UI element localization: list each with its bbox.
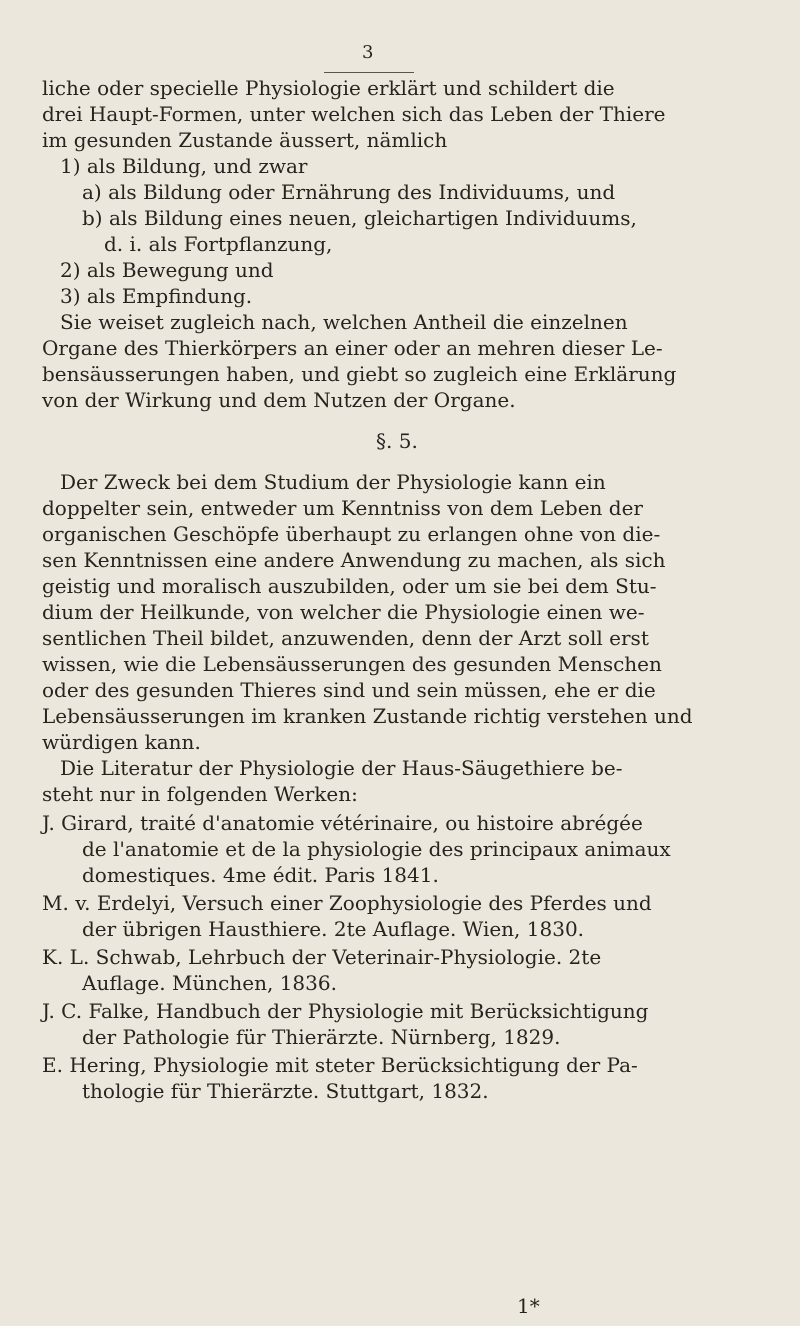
text-line: der übrigen Hausthiere. 2te Auflage. Wien, 1830.	[82, 917, 585, 941]
text-line: d. i. als Fortpflanzung,	[104, 232, 333, 256]
text-line: J. Girard, traité d'anatomie vétérinaire, ou histoire abrégée	[42, 811, 643, 835]
text-line: M. v. Erdelyi, Versuch einer Zoophysiologie des Pferdes und	[42, 891, 652, 915]
text-line: thologie für Thierärzte. Stuttgart, 1832.	[82, 1079, 489, 1103]
text-line: im gesunden Zustande äussert, nämlich	[42, 128, 448, 152]
page-number: 3	[362, 42, 374, 63]
text-line: organischen Geschöpfe überhaupt zu erlangen ohne von die-	[42, 522, 661, 546]
text-line: E. Hering, Physiologie mit steter Berücksichtigung der Pa-	[42, 1053, 638, 1077]
text-line: sen Kenntnissen eine andere Anwendung zu machen, als sich	[42, 548, 666, 572]
text-line: sentlichen Theil bildet, anzuwenden, denn der Arzt soll erst	[42, 626, 649, 650]
text-line: wissen, wie die Lebensäusserungen des gesunden Menschen	[42, 652, 662, 676]
text-line: Sie weiset zugleich nach, welchen Antheil die einzelnen	[60, 310, 628, 334]
text-line: geistig und moralisch auszubilden, oder um sie bei dem Stu-	[42, 574, 657, 598]
text-line: steht nur in folgenden Werken:	[42, 782, 358, 806]
text-line: bensäusserungen haben, und giebt so zugleich eine Erklärung	[42, 362, 677, 386]
text-line: dium der Heilkunde, von welcher die Physiologie einen we-	[42, 600, 645, 624]
signature-mark: 1*	[517, 1294, 540, 1318]
text-line: Lebensäusserungen im kranken Zustande richtig verstehen und	[42, 704, 693, 728]
text-line: 2) als Bewegung und	[60, 258, 274, 282]
text-line: Auflage. München, 1836.	[82, 971, 337, 995]
text-line: de l'anatomie et de la physiologie des principaux animaux	[82, 837, 671, 861]
text-line: doppelter sein, entweder um Kenntniss von dem Leben der	[42, 496, 643, 520]
text-line: J. C. Falke, Handbuch der Physiologie mit Berücksichtigung	[42, 999, 649, 1023]
text-line: 1) als Bildung, und zwar	[60, 154, 308, 178]
text-line: 3) als Empfindung.	[60, 284, 253, 308]
text-line: domestiques. 4me édit. Paris 1841.	[82, 863, 439, 887]
text-line: der Pathologie für Thierärzte. Nürnberg, 1829.	[82, 1025, 561, 1049]
text-line: drei Haupt-Formen, unter welchen sich das Leben der Thiere	[42, 102, 666, 126]
text-line: Organe des Thierkörpers an einer oder an mehren dieser Le-	[42, 336, 663, 360]
text-line: a) als Bildung oder Ernährung des Individuums, und	[82, 180, 616, 204]
text-line: K. L. Schwab, Lehrbuch der Veterinair-Physiologie. 2te	[42, 945, 602, 969]
text-line: b) als Bildung eines neuen, gleichartigen Individuums,	[82, 206, 637, 230]
text-line: würdigen kann.	[42, 730, 201, 754]
text-line: von der Wirkung und dem Nutzen der Organe.	[42, 388, 516, 412]
text-line: Die Literatur der Physiologie der Haus-Säugethiere be-	[60, 756, 623, 780]
text-line: liche oder specielle Physiologie erklärt und schildert die	[42, 76, 615, 100]
text-line: §. 5.	[376, 429, 418, 453]
page-number-rule	[324, 72, 414, 73]
text-line: oder des gesunden Thieres sind und sein müssen, ehe er die	[42, 678, 656, 702]
text-line: Der Zweck bei dem Studium der Physiologie kann ein	[60, 470, 606, 494]
